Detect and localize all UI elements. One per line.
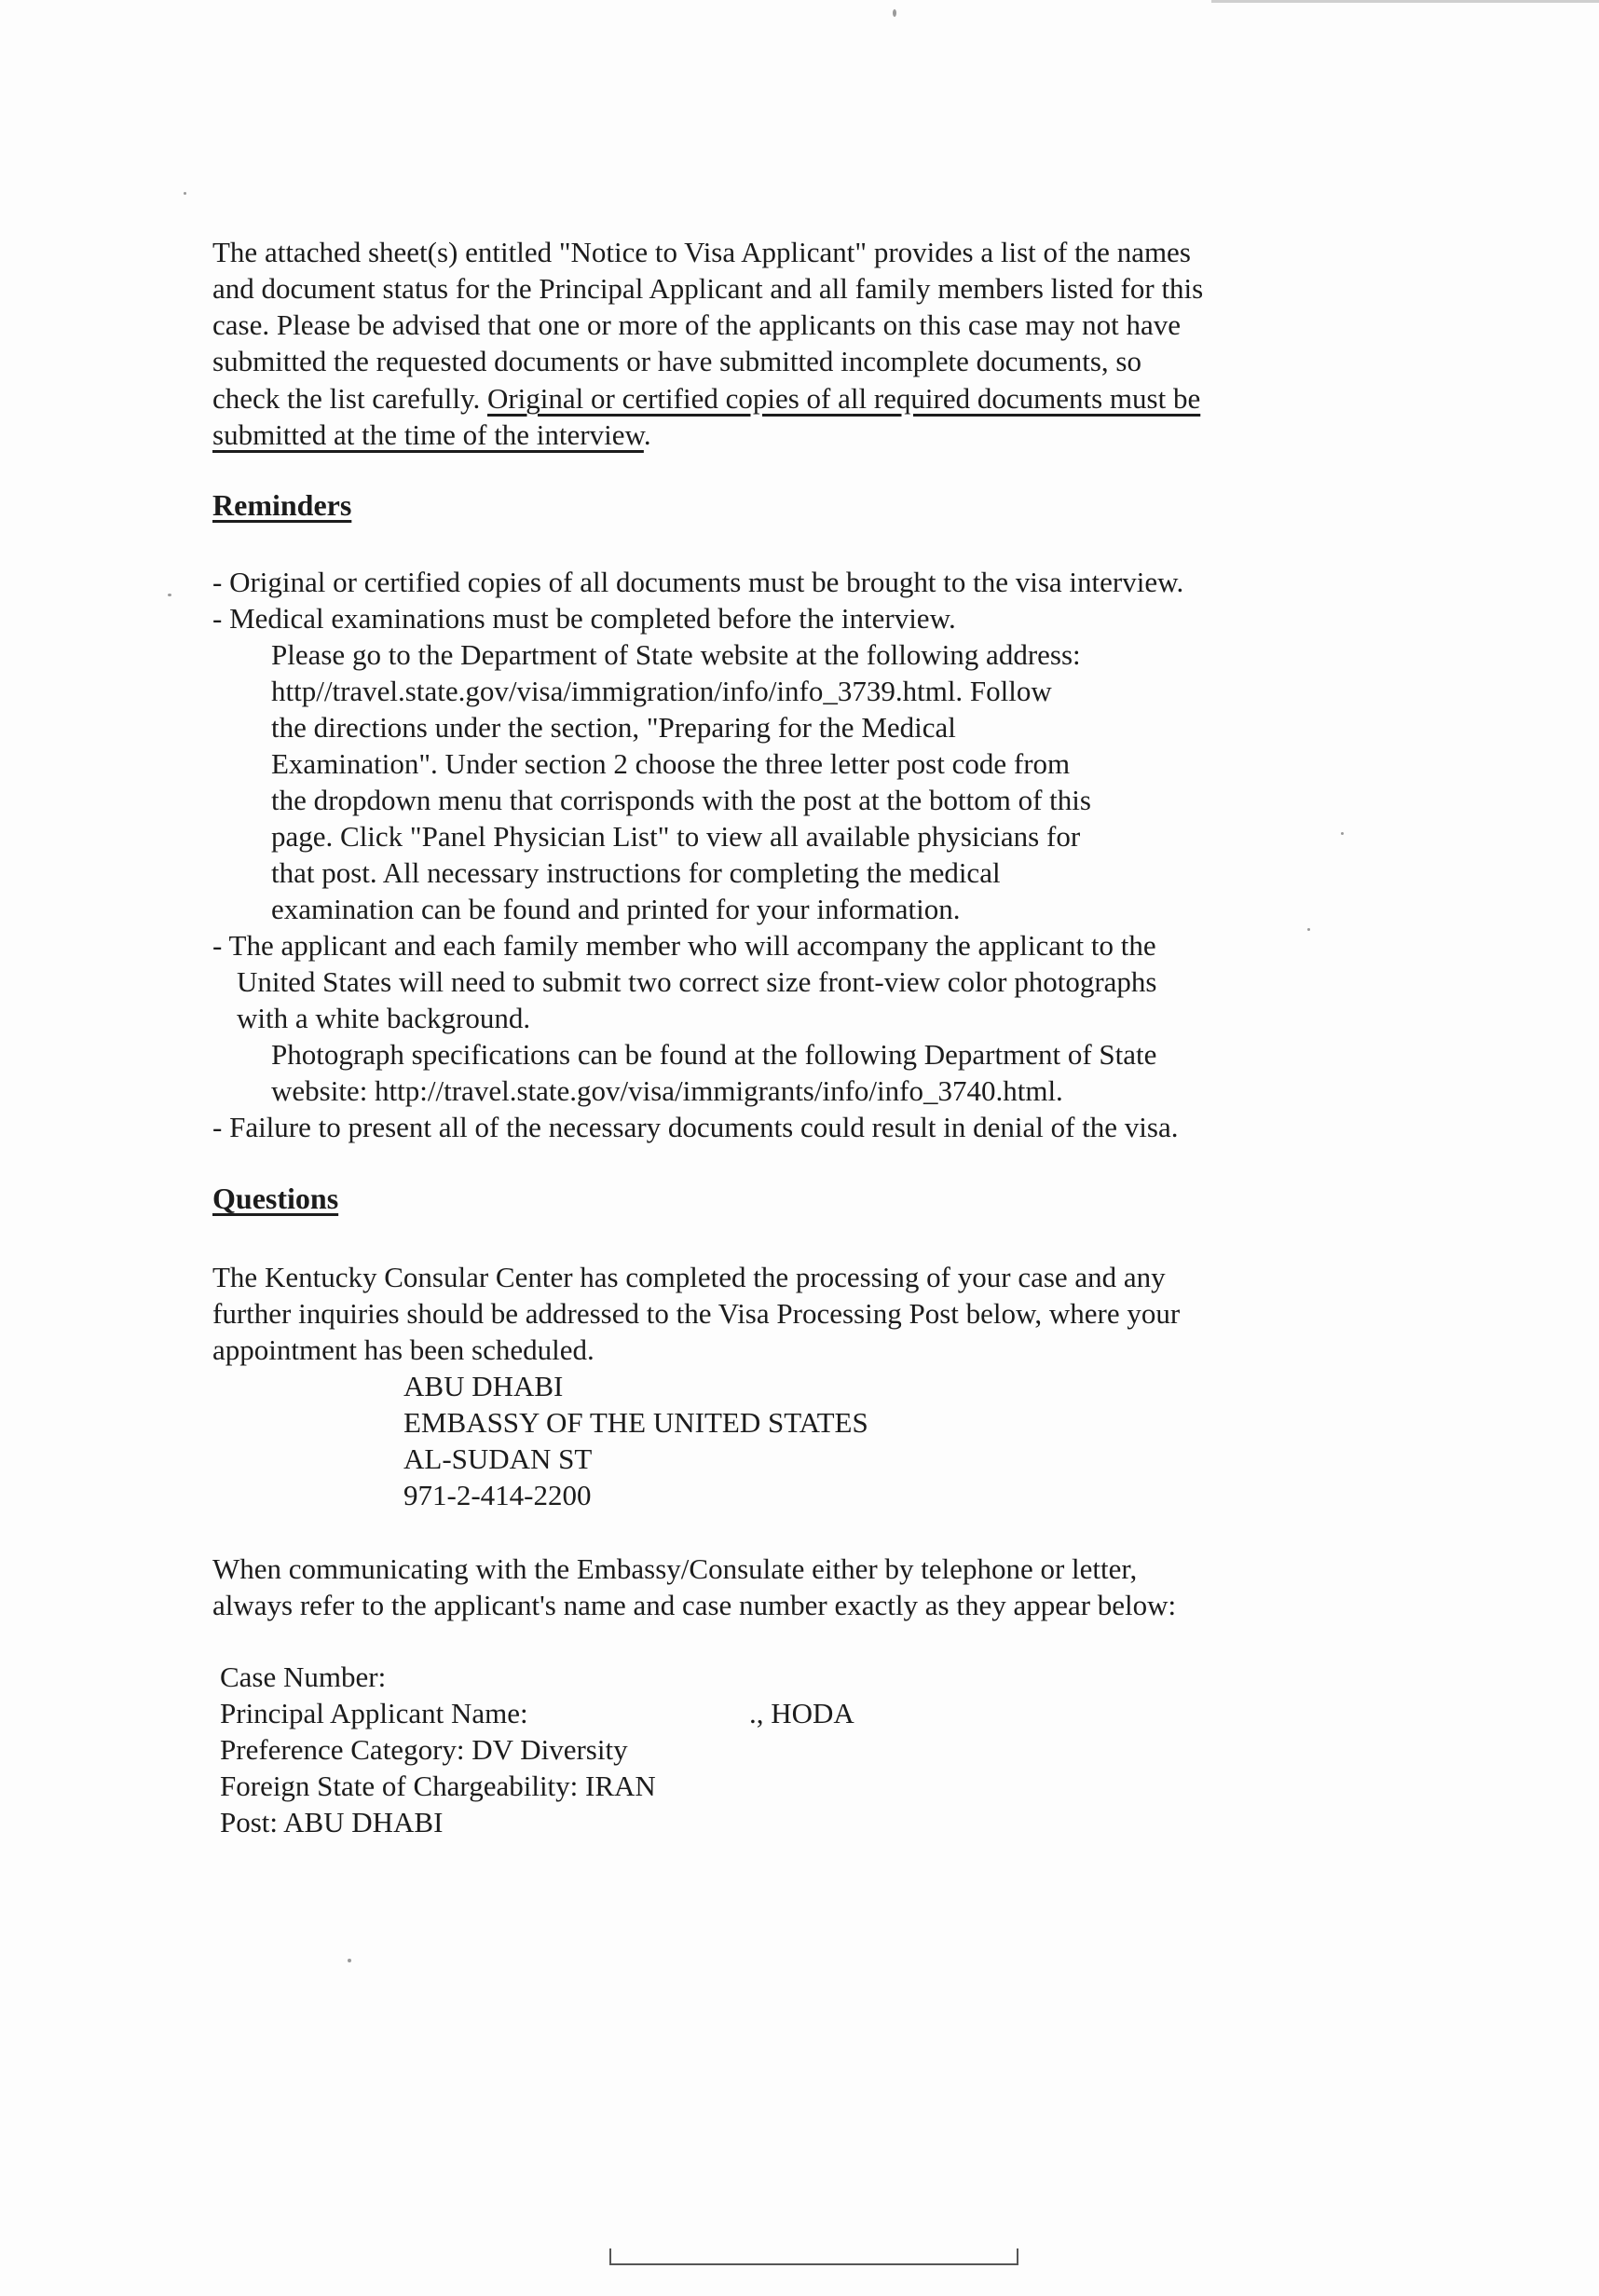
reminder-line: website: http://travel.state.gov/visa/immigrants/info/info_3740.html. xyxy=(271,1074,1063,1107)
reminders-heading: Reminders xyxy=(212,488,352,522)
reminder-line: the directions under the section, "Preparing for the Medical xyxy=(271,711,956,744)
scan-speck xyxy=(1307,928,1310,931)
intro-text: . xyxy=(643,418,651,451)
questions-line: further inquiries should be addressed to the Visa Processing Post below, where your xyxy=(212,1297,1181,1330)
post: Post: ABU DHABI xyxy=(220,1806,444,1838)
communication-line: always refer to the applicant's name and case number exactly as they appear below: xyxy=(212,1589,1177,1621)
scan-speck xyxy=(184,192,186,195)
reminder-line: that post. All necessary instructions for completing the medical xyxy=(271,856,1001,889)
reminder-line: Photograph specifications can be found at the following Department of State xyxy=(271,1038,1157,1071)
intro-line xyxy=(212,381,1200,417)
reminder-line: examination can be found and printed for your information. xyxy=(271,893,961,925)
principal-applicant-label: Principal Applicant Name: xyxy=(220,1697,528,1729)
reminder-line: Please go to the Department of State website at the following address: xyxy=(271,638,1081,671)
questions-line: The Kentucky Consular Center has completed the processing of your case and any xyxy=(212,1261,1166,1293)
intro-line: The attached sheet(s) entitled "Notice to Visa Applicant" provides a list of the names xyxy=(212,236,1191,268)
address-line: ABU DHABI xyxy=(403,1370,564,1402)
reminder-line: Examination". Under section 2 choose the three letter post code from xyxy=(271,747,1071,780)
reminder-line: with a white background. xyxy=(237,1002,531,1034)
reminder-line: the dropdown menu that corrisponds with the post at the bottom of this xyxy=(271,784,1091,816)
underlined-requirement: submitted at the time of the interview xyxy=(212,418,644,451)
address-line: AL-SUDAN ST xyxy=(403,1442,593,1475)
questions-heading: Questions xyxy=(212,1182,339,1215)
case-number-label: Case Number: xyxy=(220,1660,387,1693)
address-phone: 971-2-414-2200 xyxy=(403,1479,592,1511)
reminder-line: United States will need to submit two correct size front-view color photographs xyxy=(237,965,1157,998)
reminder-line: - Medical examinations must be completed before the interview. xyxy=(212,602,956,635)
questions-line: appointment has been scheduled. xyxy=(212,1333,594,1366)
intro-line xyxy=(212,417,651,453)
scan-speck xyxy=(168,594,171,596)
intro-line: case. Please be advised that one or more of the applicants on this case may not have xyxy=(212,308,1182,341)
reminder-line: - Original or certified copies of all documents must be brought to the visa interview. xyxy=(212,566,1184,598)
scan-speck xyxy=(1341,832,1344,835)
preference-category: Preference Category: DV Diversity xyxy=(220,1733,628,1766)
footer-bracket xyxy=(609,2248,1018,2265)
foreign-state-chargeability: Foreign State of Chargeability: IRAN xyxy=(220,1770,656,1802)
scan-speck xyxy=(348,1959,351,1962)
reminder-line: page. Click "Panel Physician List" to view all available physicians for xyxy=(271,820,1081,853)
reminder-line: http//travel.state.gov/visa/immigration/info/info_3739.html. Follow xyxy=(271,675,1052,707)
scan-speck xyxy=(893,9,896,17)
reminder-line: - Failure to present all of the necessary documents could result in denial of the visa. xyxy=(212,1111,1179,1143)
address-line: EMBASSY OF THE UNITED STATES xyxy=(403,1406,868,1439)
underlined-requirement: Original or certified copies of all required documents must be xyxy=(486,382,1201,415)
intro-text: check the list carefully. xyxy=(212,382,487,415)
reminder-line: - The applicant and each family member who will accompany the applicant to the xyxy=(212,929,1156,962)
scan-edge-line xyxy=(1211,0,1599,3)
communication-line: When communicating with the Embassy/Consulate either by telephone or letter, xyxy=(212,1552,1138,1585)
intro-line: submitted the requested documents or have submitted incomplete documents, so xyxy=(212,345,1141,377)
principal-applicant-name: ., HODA xyxy=(749,1697,854,1729)
intro-line: and document status for the Principal Applicant and all family members listed for this xyxy=(212,272,1204,305)
